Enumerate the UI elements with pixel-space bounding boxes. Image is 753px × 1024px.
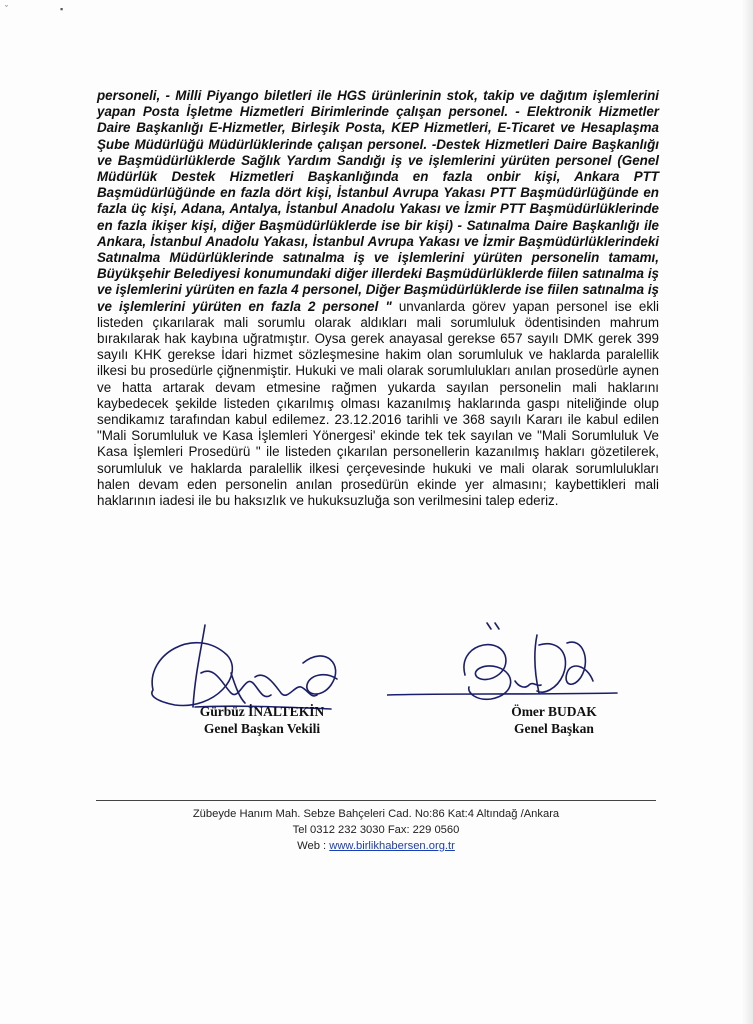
signatory-left-name: Gürbüz İNALTEKİN [199,704,325,719]
letter-normal-text: unvanlarda görev yapan personel ise ekli listeden çıkarılarak mali sorumlu olarak aldıkları mali sorumluluk ödentisinden mahrum bırakılarak hak kaybına uğratmıştır. Oysa gerek anayasal gerekse 657 sayılı DMK gerek 399 sayılı KHK gerekse İdari hizmet sözleşmesine hakim olan sorumluluk ve haklarda paralellik ilkesi bu prosedürle çiğnenmiştir. Hukuki ve mali olarak sorumlulukları anılan prosedürle aynen ve hatta artarak devam etmesine rağmen yukarda sayılan personelin mali haklarını kaybedecek şekilde listeden çıkarılmış olması kazanılmış haklarında gaspı niteliğinde olup sendikamız tarafından kabul edilemez. 23.12.2016 tarihli ve 368 sayılı Kararı ile kabul edilen "Mali Sorumluluk ve Kasa İşlemleri Yönergesi' ekinde tek tek sayılan ve "Mali Sorumluluk Ve Kasa İşlemleri Prosedürü " ile listeden çıkarılan personellerin kazanılmış hakları gözetilerek, sorumluluk ve haklarda paralellik ilkesi çerçevesinde hukuki ve mali olarak sorumlulukları halen devam eden personelin anılan prosedürün ekinde yer almasını; kaybettikleri mali haklarının iadesi ile bu haksızlık ve hukuksuzluğa son verilmesini talep ederiz. [97,298,659,509]
letter-body [97,88,659,509]
signatory-left-title: Genel Başkan Vekili [203,721,321,736]
signature-area [97,615,659,755]
signature-right-block [489,703,619,737]
scan-mark: ▪ [60,4,64,14]
signature-left-block [187,703,337,737]
website-link[interactable]: www.birlikhabersen.org.tr [329,840,455,852]
signatory-right-name: Ömer BUDAK [511,704,597,719]
signature-right-image [387,615,627,715]
footer-divider [96,800,656,801]
footer [96,806,656,854]
signatory-right-title: Genel Başkan [514,721,594,736]
letter-bold-text: personeli, - Milli Piyango biletleri ile HGS ürünlerinin stok, takip ve dağıtım işlemlerini yapan Posta İşletme Hizmetleri Birimlerinde çalışan personel. - Elektronik Hizmetler Daire Başkanlığı E-Hizmetler, Birleşik Posta, KEP Hizmetleri, E-Ticaret ve Hesaplaşma Şube Müdürlüğü Müdürlüklerinde çalışan personel. -Destek Hizmetleri Daire Başkanlığı ve Başmüdürlüklerde Sağlık Yardım Sandığı iş ve işlemlerini yürüten personel (Genel Müdürlük Destek Hizmetleri Başkanlığında en fazla onbir kişi, Ankara PTT Başmüdürlüğünde en fazla dört kişi, İstanbul Avrupa Yakası PTT Başmüdürlüğünde en fazla üç kişi, Adana, Antalya, İstanbul Anadolu Yakası ve İzmir PTT Başmüdürlüklerinde en fazla ikişer kişi, diğer Başmüdürlüklerde ise bir kişi) - Satınalma Daire Başkanlığı ile Ankara, İstanbul Anadolu Yakası, İstanbul Avrupa Yakası ve İzmir Başmüdürlüklerindeki Satınalma Müdürlüklerinde satınalma iş ve işlemlerini yürüten personelin tamamı, Büyükşehir Belediyesi konumundaki diğer illerdeki Başmüdürlüklerde fiilen satınalma iş ve işlemlerini yürüten en fazla 4 personel, Diğer Başmüdürlüklerde ise fiilen satınalma iş ve işlemlerini yürüten en fazla 2 personel " [97,88,659,314]
page-edge-shadow [741,0,753,1024]
footer-address: Zübeyde Hanım Mah. Sebze Bahçeleri Cad. No:86 Kat:4 Altındağ /Ankara [192,808,560,820]
footer-web-label: Web : [297,840,330,852]
scan-mark: ˇ [5,4,8,14]
footer-phone: Tel 0312 232 3030 Fax: 229 0560 [292,824,460,836]
footer-web [96,838,656,854]
